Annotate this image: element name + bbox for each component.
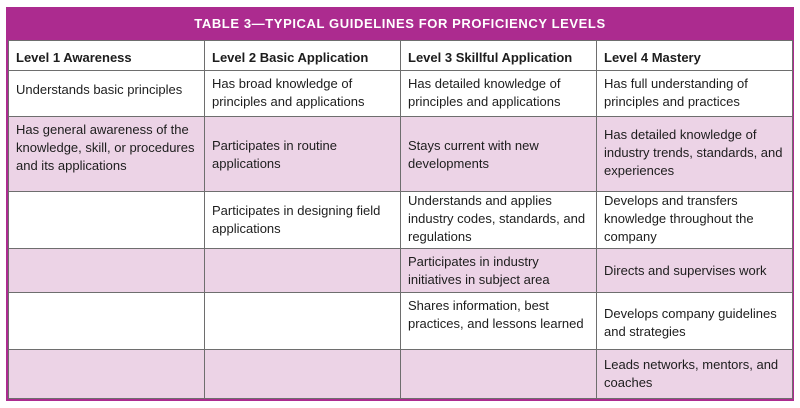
cell-level-3: Shares information, best practices, and lessons learned — [401, 293, 597, 350]
cell-level-3: Has detailed knowledge of principles and applications — [401, 71, 597, 117]
cell-level-1 — [9, 350, 205, 399]
cell-level-2 — [205, 249, 401, 293]
cell-level-3: Stays current with new developments — [401, 117, 597, 192]
table-row — [9, 293, 793, 350]
cell-level-4: Has full understanding of principles and practices — [597, 71, 793, 117]
cell-level-2: Participates in designing field applications — [205, 192, 401, 249]
proficiency-table-frame — [6, 7, 794, 401]
cell-level-1 — [9, 192, 205, 249]
cell-level-3: Participates in industry initiatives in subject area — [401, 249, 597, 293]
cell-level-1: Has general awareness of the knowledge, skill, or procedures and its applications — [9, 117, 205, 192]
cell-level-3: Understands and applies industry codes, standards, and regulations — [401, 192, 597, 249]
proficiency-table — [8, 40, 793, 399]
table-row — [9, 71, 793, 117]
cell-level-4: Has detailed knowledge of industry trends, standards, and experiences — [597, 117, 793, 192]
cell-level-4: Leads networks, mentors, and coaches — [597, 350, 793, 399]
cell-level-1: Understands basic principles — [9, 71, 205, 117]
cell-level-2 — [205, 293, 401, 350]
header-level-1: Level 1 Awareness — [9, 41, 205, 71]
cell-level-3 — [401, 350, 597, 399]
cell-level-4: Develops and transfers knowledge throughout the company — [597, 192, 793, 249]
cell-level-2: Participates in routine applications — [205, 117, 401, 192]
cell-level-1 — [9, 293, 205, 350]
cell-level-4: Directs and supervises work — [597, 249, 793, 293]
cell-level-2 — [205, 350, 401, 399]
header-row — [9, 41, 793, 71]
table-title: TABLE 3—TYPICAL GUIDELINES FOR PROFICIENCY LEVELS — [194, 16, 606, 31]
table-row — [9, 117, 793, 192]
table-row — [9, 350, 793, 399]
cell-level-1 — [9, 249, 205, 293]
cell-level-2: Has broad knowledge of principles and applications — [205, 71, 401, 117]
table-row — [9, 192, 793, 249]
header-level-2: Level 2 Basic Application — [205, 41, 401, 71]
table-row — [9, 249, 793, 293]
cell-level-4: Develops company guidelines and strategies — [597, 293, 793, 350]
header-level-3: Level 3 Skillful Application — [401, 41, 597, 71]
header-level-4: Level 4 Mastery — [597, 41, 793, 71]
